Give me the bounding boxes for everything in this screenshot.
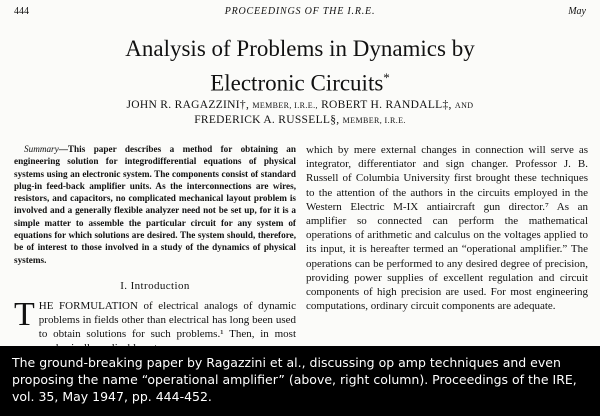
author-russell: FREDERICK A. RUSSELL§, — [194, 114, 340, 126]
journal-name: PROCEEDINGS OF THE I.R.E. — [224, 6, 376, 17]
running-header — [14, 6, 586, 22]
author-russell-member: MEMBER, I.R.E. — [342, 116, 406, 125]
section-heading-introduction: I. Introduction — [120, 279, 190, 292]
title-line-2 — [0, 63, 600, 98]
right-column-paragraph: which by mere external changes in connection will serve as integrator, differentiator and sign changer. Professor J. B. Russell of Columbia University first brought these techniques to the attention of the authors in the circuits employed in the Western Electric M-IX antiaircraft gun director.⁷ As an amplifier so connected can perform the mathematical operations of arithmetic and calculus on the voltages applied to its input, it is hereafter termed an “operational amplifier.” The operations can be performed to any desired degree of precision, providing power supplies of excellent regulation and circuit components of high precision are used. For most engineering computations, ordinary circuit components are adequate. — [306, 144, 588, 313]
author-ragazzini: JOHN R. RAGAZZINI†, — [126, 99, 250, 111]
author-and: AND — [454, 101, 474, 110]
author-line-2 — [0, 113, 600, 128]
drop-cap: T — [14, 295, 35, 333]
paper-title — [0, 34, 600, 98]
issue-month: May — [568, 6, 586, 17]
intro-text: HE FORMULATION of electrical analogs of dynamic problems in fields other than electrical has long been used to obtain solutions for such problems.¹ Then, in most — [38, 299, 296, 341]
author-ragazzini-member: MEMBER, I.R.E., — [252, 101, 318, 110]
right-column — [306, 143, 588, 313]
summary-text: —This paper describes a method for obtaining an engineering solution for integrodifferential equations of physical systems using an electronic system. The components consist of standard plug-in feed-back amplifier units. As the interconnections are wires, resistors, and capacitors, no complicated mechanical layout problem is involved and a generally flexible analyzer need not be set up, for it is a simple matter to assemble the particular circuit for any system of equations for which solutions are desired. The system should, therefore, be of interest to those involved in a study of the dynamics of physical systems. — [14, 144, 296, 265]
title-footnote-mark: * — [383, 70, 390, 85]
left-column — [14, 143, 296, 356]
author-randall: ROBERT H. RANDALL‡, — [321, 99, 452, 111]
title-line-2-text: Electronic Circuits — [210, 70, 384, 96]
title-line-1: Analysis of Problems in Dynamics by — [125, 36, 475, 61]
image-caption: The ground-breaking paper by Ragazzini et al., discussing op amp techniques and even proposing the name “operational amplifier” (above, right column). Proceedings of the IRE, vol. 35, May 1947, pp. 444-452. — [0, 346, 600, 416]
author-line-1 — [0, 98, 600, 113]
author-list — [0, 98, 600, 128]
page-number: 444 — [14, 6, 29, 17]
summary-label: Summary — [24, 144, 59, 154]
summary-paragraph — [14, 143, 296, 266]
